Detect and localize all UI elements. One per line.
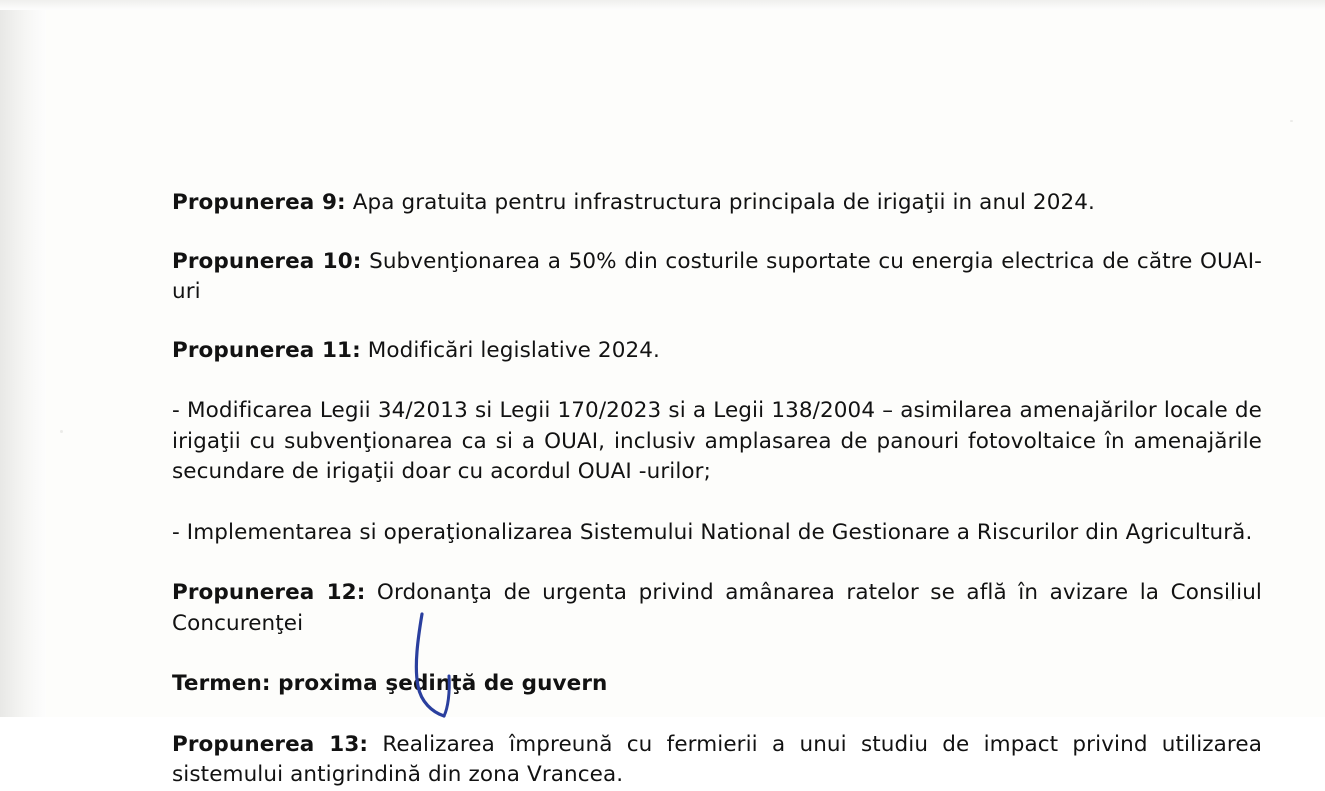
paragraph-proposal-11 [172, 336, 1262, 367]
paragraph-proposal-12 [172, 578, 1262, 639]
document-text-body [172, 188, 1262, 791]
paragraph-risk-management-system [172, 518, 1262, 549]
paragraph-lead: Propunerea 13: [172, 731, 369, 757]
paragraph-text: - Modificarea Legii 34/2013 si Legii 170/2023 si a Legii 138/2004 – asimilarea amenajărilor locale de irigaţii cu subvenţionarea ca si a OUAI, inclusiv amplasarea de panouri fotovoltaice în amenajările secundare de irigaţii doar cu acordul OUAI -urilor; [172, 398, 1262, 485]
paragraph-spacer [172, 219, 1262, 247]
paragraph-spacer [172, 366, 1262, 396]
paragraph-proposal-10 [172, 247, 1262, 308]
paragraph-lead: Propunerea 11: [172, 337, 361, 363]
page-top-shadow [0, 0, 1325, 10]
paragraph-proposal-9 [172, 188, 1262, 219]
paragraph-text: Ordonanţa de urgenta privind amânarea ratelor se află în avizare la Consiliul Concurenţei [172, 580, 1263, 636]
paragraph-text: Apa gratuita pentru infrastructura principala de irigaţii in anul 2024. [345, 190, 1095, 215]
paragraph-text: Modificări legislative 2024. [360, 337, 660, 363]
paragraph-amendment-laws [172, 396, 1262, 488]
paragraph-deadline [172, 669, 1262, 700]
paragraph-proposal-13 [172, 730, 1262, 791]
paragraph-lead: Termen: proxima şedinţă de guvern [172, 671, 608, 697]
paragraph-spacer [172, 548, 1262, 578]
page-left-shadow [0, 0, 46, 717]
paragraph-lead: Propunerea 12: [172, 580, 366, 606]
paragraph-spacer [172, 700, 1262, 730]
paragraph-lead: Propunerea 9: [172, 190, 346, 215]
scan-speckle [1290, 120, 1293, 122]
paragraph-spacer [172, 488, 1262, 518]
scan-speckle [60, 430, 63, 433]
paragraph-text: Realizarea împreună cu fermierii a unui studiu de impact privind utilizarea sistemului antigrindină din zona Vrancea. [172, 731, 1263, 788]
paragraph-spacer [172, 308, 1262, 336]
paragraph-lead: Propunerea 10: [172, 248, 362, 274]
paragraph-text: Subvenţionarea a 50% din costurile suportate cu energia electrica de către OUAI-uri [172, 248, 1263, 305]
paragraph-spacer [172, 639, 1262, 669]
paragraph-text: - Implementarea si operaţionalizarea Sistemului National de Gestionare a Riscurilor din Agricultură. [172, 519, 1253, 545]
